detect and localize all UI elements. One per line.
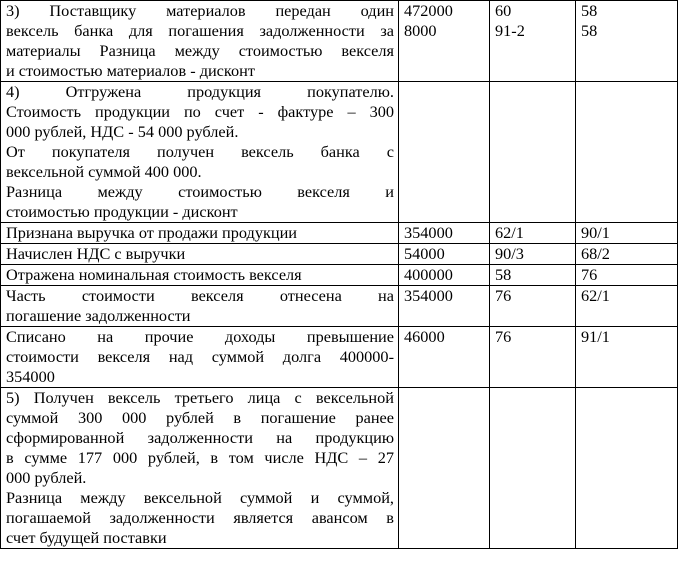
description-line: Списано на прочие доходы превышение [6, 327, 394, 346]
entry-amount [399, 1, 490, 82]
entry-debit-account [490, 327, 576, 388]
description-line: погашаемой задолженности является авансом в [6, 508, 394, 527]
entry-credit-account [576, 388, 678, 549]
description-line: суммой 300 000 рублей в погашение ранее [6, 408, 394, 427]
entry-description [1, 82, 399, 223]
description-line: стоимостью продукции - дисконт [6, 202, 238, 221]
description-line: Стоимость продукции по счет - фактуре – 300 [6, 102, 394, 121]
table-row [1, 223, 678, 244]
entry-description [1, 286, 399, 327]
credit-value: 91/1 [581, 327, 610, 346]
entry-credit-account [576, 265, 678, 286]
entry-amount [399, 327, 490, 388]
table-row [1, 265, 678, 286]
amount-value: 46000 [404, 327, 445, 346]
entry-debit-account [490, 82, 576, 223]
entry-credit-account [576, 286, 678, 327]
entry-amount [399, 244, 490, 265]
description-line: 3) Поставщику материалов передан один [6, 1, 394, 20]
entry-amount [399, 286, 490, 327]
description-line: сформированной задолженности на продукцию [6, 428, 394, 447]
amount-value: 472000 [404, 1, 453, 20]
description-line: 5) Получен вексель третьего лица с вексельной [6, 388, 394, 407]
description-line: 000 рублей. [6, 468, 87, 487]
description-line: и стоимостью материалов - дисконт [6, 61, 255, 80]
entry-credit-account [576, 1, 678, 82]
description-line: вексельной суммой 400 000. [6, 162, 202, 181]
table-row [1, 286, 678, 327]
entry-description [1, 1, 399, 82]
entry-debit-account [490, 265, 576, 286]
debit-value: 90/3 [495, 244, 524, 263]
entry-debit-account [490, 223, 576, 244]
description-line: материалы Разница между стоимостью векселя [6, 41, 394, 60]
table-row [1, 244, 678, 265]
entry-description [1, 265, 399, 286]
description-line: погашение задолженности [6, 306, 191, 325]
debit-value: 91-2 [495, 21, 525, 40]
description-line: Часть стоимости векселя отнесена на [6, 286, 394, 305]
description-line: в сумме 177 000 рублей, в том числе НДС – 27 [6, 448, 394, 467]
credit-value: 90/1 [581, 223, 610, 242]
description-line: стоимости векселя над суммой долга 400000- [6, 347, 394, 366]
debit-value: 60 [495, 1, 512, 20]
entry-amount [399, 265, 490, 286]
debit-value: 62/1 [495, 223, 524, 242]
table-row [1, 388, 678, 549]
amount-value: 400000 [404, 265, 453, 284]
entry-credit-account [576, 327, 678, 388]
amount-value: 54000 [404, 244, 445, 263]
description-line: Разница между вексельной суммой и суммой, [6, 488, 394, 507]
description-line: счет будущей поставки [6, 528, 167, 547]
entry-debit-account [490, 286, 576, 327]
amount-value: 354000 [404, 223, 453, 242]
description-line: Начислен НДС с выручки [6, 244, 186, 263]
credit-value: 76 [581, 265, 598, 284]
entry-description [1, 244, 399, 265]
entry-debit-account [490, 388, 576, 549]
amount-value: 8000 [404, 21, 437, 40]
entry-amount [399, 223, 490, 244]
credit-value: 58 [581, 21, 598, 40]
entry-description [1, 223, 399, 244]
table-row [1, 82, 678, 223]
entry-credit-account [576, 82, 678, 223]
credit-value: 62/1 [581, 286, 610, 305]
description-line: 000 рублей, НДС - 54 000 рублей. [6, 122, 239, 141]
credit-value: 68/2 [581, 244, 610, 263]
table-row [1, 327, 678, 388]
entry-description [1, 327, 399, 388]
description-line: Отражена номинальная стоимость векселя [6, 265, 302, 284]
description-line: 4) Отгружена продукция покупателю. [6, 82, 394, 101]
description-line: От покупателя получен вексель банка с [6, 142, 394, 161]
entry-amount [399, 388, 490, 549]
entry-debit-account [490, 1, 576, 82]
description-line: Разница между стоимостью векселя и [6, 182, 394, 201]
table-row [1, 1, 678, 82]
entry-description [1, 388, 399, 549]
entry-amount [399, 82, 490, 223]
entry-debit-account [490, 244, 576, 265]
amount-value: 354000 [404, 286, 453, 305]
description-line: Признана выручка от продажи продукции [6, 223, 298, 242]
debit-value: 58 [495, 265, 512, 284]
entry-credit-account [576, 223, 678, 244]
description-line: вексель банка для погашения задолженности за [6, 21, 394, 40]
entry-credit-account [576, 244, 678, 265]
debit-value: 76 [495, 286, 512, 305]
debit-value: 76 [495, 327, 512, 346]
description-line: 354000 [6, 367, 55, 386]
credit-value: 58 [581, 1, 598, 20]
